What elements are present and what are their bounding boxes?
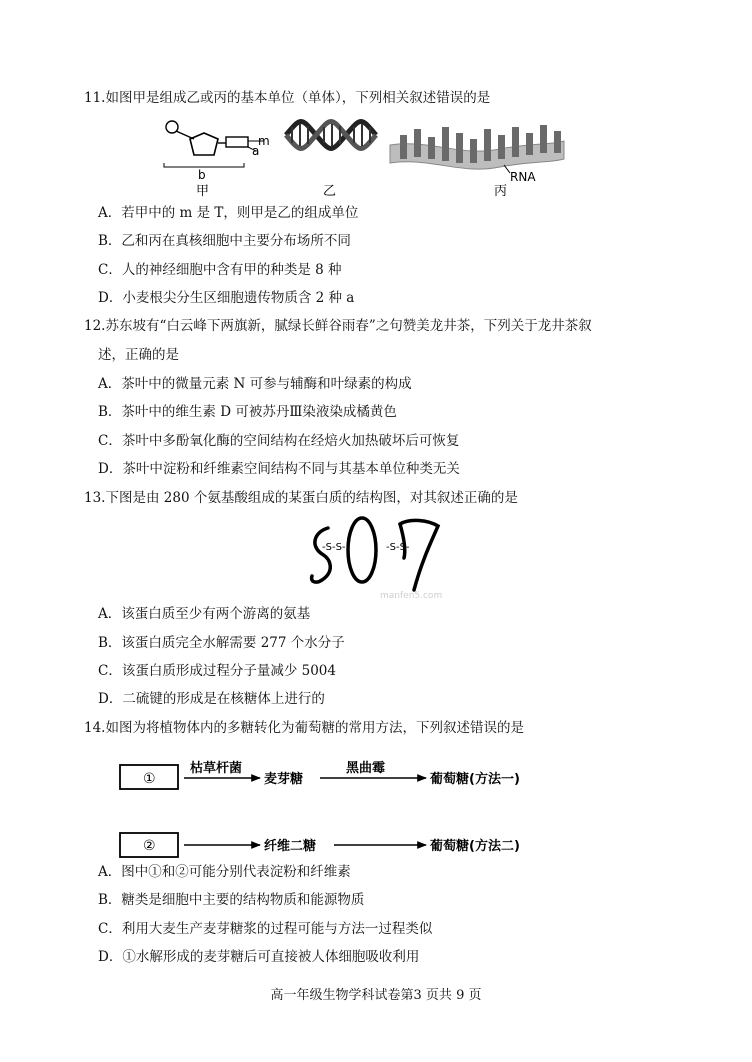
q12-stem: 12.苏东坡有“白云峰下两旗新，腻绿长鲜谷雨春”之句赞美龙井茶，下列关于龙井茶叙 [84, 318, 592, 334]
polysaccharide-conversion-figure [110, 750, 560, 860]
q12-option-a: A．茶叶中的微量元素 N 可参与辅酶和叶绿素的构成 [98, 376, 412, 392]
q12-option-b: B．茶叶中的维生素 D 可被苏丹Ⅲ染液染成橘黄色 [98, 404, 397, 420]
arrow2-label: 黑曲霉 [346, 761, 386, 776]
q14-option-b: B．糖类是细胞中主要的结构物质和能源物质 [98, 892, 365, 908]
nucleotide-diagram [164, 121, 270, 199]
dna-helix [286, 122, 376, 200]
q13-option-b: B．该蛋白质完全水解需要 277 个水分子 [98, 635, 345, 651]
label-jia: 甲 [196, 184, 210, 199]
q11-option-a: A．若甲中的 m 是 T，则甲是乙的组成单位 [98, 205, 359, 221]
q11-option-d: D．小麦根尖分生区细胞遗传物质含 2 种 a [98, 290, 355, 306]
footer-text-1: 高一年级生物学科试卷第 [270, 988, 414, 1003]
label-a: a [252, 144, 260, 158]
q13-option-d: D．二硫键的形成是在核糖体上进行的 [98, 691, 325, 707]
protein-structure-figure [300, 510, 470, 602]
q13-option-c: C．该蛋白质形成过程分子量减少 5004 [98, 663, 336, 679]
label-rna: RNA [510, 170, 536, 184]
q12-stem-cont: 述，正确的是 [98, 347, 179, 363]
method1-end-label: 葡萄糖(方法一) [430, 772, 520, 787]
q12-option-d: D．茶叶中淀粉和纤维素空间结构不同与其基本单位种类无关 [98, 461, 460, 477]
footer-text-2: 页共 [425, 988, 452, 1003]
q11-option-b: B．乙和丙在真核细胞中主要分布场所不同 [98, 233, 351, 249]
q11-option-c: C．人的神经细胞中含有甲的种类是 8 种 [98, 262, 342, 278]
cellobiose-label: 纤维二糖 [264, 839, 317, 854]
q11-figure [160, 115, 580, 200]
maltose-label: 麦芽糖 [264, 772, 304, 787]
q12-option-c: C．茶叶中多酚氧化酶的空间结构在经焙火加热破坏后可恢复 [98, 433, 460, 449]
footer-total-pages: 9 [456, 988, 465, 1003]
label-yi: 乙 [323, 184, 337, 199]
watermark: manfen5.com [380, 591, 443, 601]
q14-option-a: A．图中①和②可能分别代表淀粉和纤维素 [98, 864, 351, 880]
q13-stem: 13.下图是由 280 个氨基酸组成的某蛋白质的结构图，对其叙述正确的是 [84, 490, 518, 506]
rna-strand [390, 125, 564, 199]
box-1-label: ① [143, 771, 156, 787]
q11-stem: 11.如图甲是组成乙或丙的基本单位（单体），下列相关叙述错误的是 [84, 90, 491, 106]
page-footer [0, 984, 752, 1003]
q14-option-d: D．①水解形成的麦芽糖后可直接被人体细胞吸收利用 [98, 949, 420, 965]
disulfide-bond-1: -S-S- [322, 542, 346, 553]
arrow1-label: 枯草杆菌 [190, 761, 243, 776]
footer-page-number: 3 [413, 988, 422, 1003]
method2-end-label: 葡萄糖(方法二) [430, 839, 520, 854]
q14-stem: 14.如图为将植物体内的多糖转化为葡萄糖的常用方法，下列叙述错误的是 [84, 720, 524, 736]
label-m: m [258, 134, 270, 148]
footer-text-3: 页 [468, 988, 482, 1003]
box-2-label: ② [143, 838, 156, 854]
label-bing: 丙 [494, 184, 508, 199]
label-b: b [198, 168, 206, 182]
disulfide-bond-2: -S-S- [386, 542, 410, 553]
q14-option-c: C．利用大麦生产麦芽糖浆的过程可能与方法一过程类似 [98, 921, 433, 937]
q13-option-a: A．该蛋白质至少有两个游离的氨基 [98, 606, 311, 622]
